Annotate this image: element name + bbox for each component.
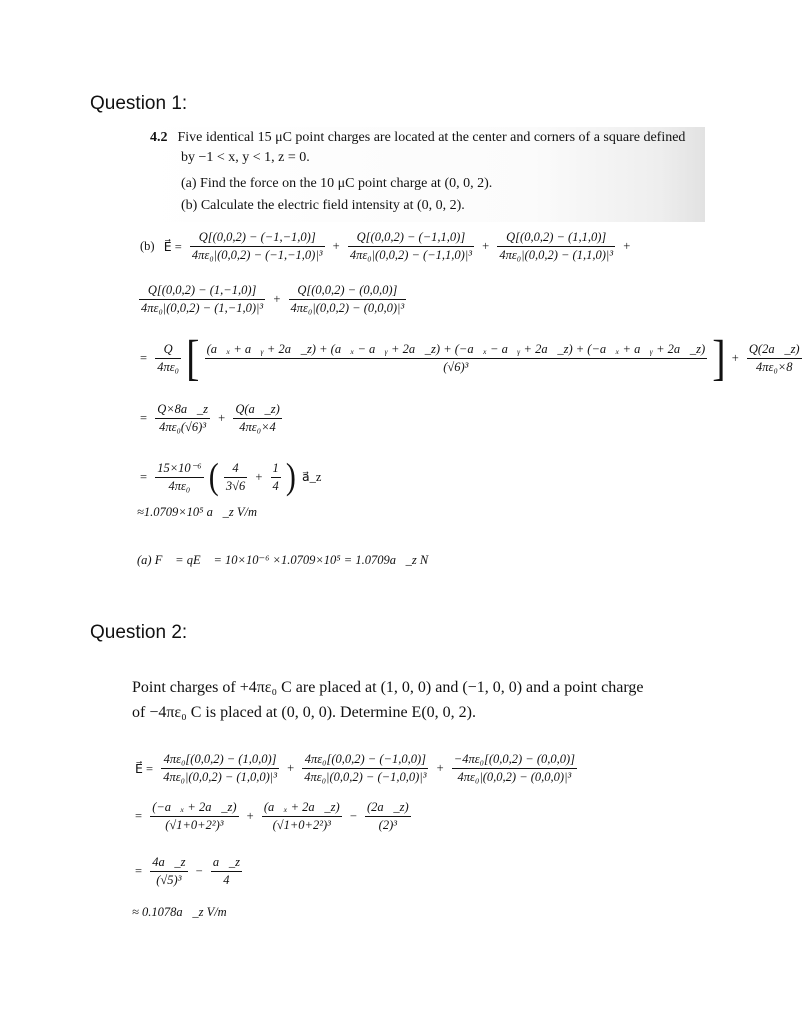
term-2-denominator: 4πε₀|(0,0,2) − (−1,1,0)|³ (349, 248, 473, 262)
q2-field-result: ≈ 0.1078a⃗_z V/m (132, 905, 227, 919)
simplified-term-2-den: 4πε₀×4 (239, 420, 276, 434)
q2-term-1-num: 4πε₀[(0,0,2) − (1,0,0)] (161, 752, 279, 769)
problem-statement-2: by −1 < x, y < 1, z = 0. (181, 150, 310, 165)
part-b-label: (b) (140, 239, 155, 253)
charge-factor (155, 342, 181, 375)
q2-step-term-1-den: (√1+0+2²)³ (165, 818, 224, 832)
term-5 (289, 283, 407, 316)
term-4-numerator: Q[(0,0,2) − (1,−1,0)] (139, 283, 265, 300)
inner-fraction-2-den: 4 (272, 478, 279, 493)
term-3-denominator: 4πε₀|(0,0,2) − (1,1,0)|³ (499, 248, 614, 262)
term-3 (497, 230, 615, 263)
question-1-heading: Question 1: (90, 93, 188, 114)
term-4 (139, 283, 265, 316)
q2-simplified-term-1-num: 4a⃗_z (150, 855, 187, 872)
center-term-num: Q(2a⃗_z) (747, 342, 802, 359)
unit-vector: a⃗_z (302, 470, 322, 484)
q2-step-term-3 (365, 800, 411, 833)
term-1-numerator: Q[(0,0,2) − (−1,−1,0)] (190, 230, 325, 247)
problem-line-1 (150, 130, 685, 146)
q2-field-symbol: E⃗ = (135, 761, 154, 776)
constant-factor-num: 15×10⁻⁶ (155, 460, 203, 478)
q2-step-term-2-den: (√1+0+2²)³ (272, 818, 331, 832)
q2-term-2-den: 4πε₀|(0,0,2) − (−1,0,0)|³ (304, 770, 427, 784)
q2-solution-line-1: E⃗ = $\frac{\text{4πε₀[(0,0,2) − (1,0,0)]}}{\text{4πε₀|(0,0,2) − (1,0,0)|³}}$ + $\frac{\text{4πε₀[(0,0,2) − (−1,0,0)]}}{\text{4πε₀|(0,0,2) − (−1,0,0)|³}}$ + $\frac{\text{−4πε₀[(0,0,2) − (0,0,0)]}}{\text{4πε₀|(0,0,2) − (0,0,0)|³}}$ (135, 752, 576, 784)
q2-simplified-term-2-num: a⃗_z (211, 855, 242, 872)
field-symbol: E⃗ = (163, 239, 182, 254)
corner-sum (205, 342, 708, 375)
q2-step-term-3-num: (2a⃗_z) (365, 800, 411, 817)
q2-simplified-term-1 (150, 855, 187, 888)
q1-solution-line-4: = $\frac{Q\times 8a⃗\_z}{\text{4πε₀(√6)³}}$ + $\frac{Q(a⃗\_z)}{\text{4πε₀×4}}$ (140, 402, 280, 434)
simplified-term-1-den: 4πε₀(√6)³ (159, 420, 207, 434)
q2-step-term-1 (150, 800, 238, 833)
q2-term-2 (302, 752, 428, 785)
q2-simplified-term-2-den: 4 (223, 873, 230, 887)
q2-simplified-term-1-den: (√5)³ (156, 873, 182, 887)
inner-fraction-1 (224, 461, 247, 494)
q1-solution-line-5: = $\frac{\text{15×10⁻⁶}}{\text{4πε₀}}$ ( $\frac{4}{3√6}$ + $\frac{1}{4}$ ) a⃗_z (140, 455, 322, 497)
problem-part-a: (a) Find the force on the 10 μC point charge at (0, 0, 2). (181, 176, 493, 191)
question-2-heading: Question 2: (90, 622, 188, 643)
q1-solution-line-2: $\frac{Q[(0,0,2) - (1,-1,0)]}{\text{4πε₀|(0,0,2) − (1,−1,0)|³}}$ + $\frac{Q[(0,0,2) - (0,0,0)]}{\text{4πε₀|(0,0,2) − (0,0,0)|³}}$ (141, 283, 405, 315)
term-2 (348, 230, 474, 263)
q2-term-3-num: −4πε₀[(0,0,2) − (0,0,0)] (452, 752, 577, 769)
q2-simplified-term-2 (211, 855, 242, 888)
problem-part-b: (b) Calculate the electric field intensity at (0, 0, 2). (181, 198, 465, 213)
q2-step-term-3-den: (2)³ (378, 818, 397, 832)
term-5-denominator: 4πε₀|(0,0,2) − (0,0,0)|³ (290, 301, 405, 315)
inner-fraction-2-num: 1 (271, 461, 281, 478)
problem-number: 4.2 (150, 130, 168, 145)
q1-field-result: ≈1.0709×10⁵ a⃗_z V/m (137, 505, 257, 519)
q2-term-3 (452, 752, 577, 785)
q2-step-term-1-num: (−a⃗ₓ + 2a⃗_z) (150, 800, 238, 817)
q2-term-1 (161, 752, 279, 785)
q1-solution-line-1: (b) E⃗ = $\frac{Q[(0,0,2) - (-1,-1,0)]}{\text{4πε₀|(0,0,2) − (−1,−1,0)|³}}$ + $\frac{Q[(0,0,2) - (-1,1,0)]}{\text{4πε₀|(0,0,2) − (−1,1,0)|³}}$ + $\frac{Q[(0,0,2) - (1,1,0)]}{\text{4πε₀|(0,0,2) − (1,1,0)|³}}$ + (140, 230, 631, 262)
inner-fraction-1-den: 3√6 (225, 478, 246, 493)
q2-step-term-2-num: (a⃗ₓ + 2a⃗_z) (262, 800, 342, 817)
q1-force-result: (a) F⃗ = qE⃗ = 10×10⁻⁶ ×1.0709×10⁵ = 1.0709a⃗_z N (137, 553, 429, 567)
q1-solution-line-3: = $\frac{Q}{\text{4πε₀}}$ [ (a⃗ₓ + a⃗ᵧ + 2a⃗_z) + (a⃗ₓ − a⃗ᵧ + 2a⃗_z) + (−a⃗ₓ − a⃗ᵧ + 2a⃗_z) + (−a⃗ₓ + a⃗ᵧ + 2a⃗_z) (√6)³ ] + $\frac{Q(2a⃗\_z)}{\text{4πε₀×8}}$ (140, 329, 800, 386)
corner-sum-den: (√6)³ (443, 359, 469, 374)
q2-problem-line-2: of −4πε₀ C is placed at (0, 0, 0). Determine E(0, 0, 2). (132, 704, 476, 721)
simplified-term-2-num: Q(a⃗_z) (233, 402, 281, 419)
q2-solution-line-2: = $\frac{\text{(−a⃗ₓ + 2a⃗\_z)}}{\text{(√1+0+2²)³}}$ + $\frac{\text{(a⃗ₓ + 2a⃗\_z)}}{\text{(√1+0+2²)³}}$ − $\frac{(2a⃗\_z)}{\text{(2)³}}$ (135, 800, 409, 832)
term-2-numerator: Q[(0,0,2) − (−1,1,0)] (348, 230, 474, 247)
center-term-den: 4πε₀×8 (756, 359, 793, 374)
corner-sum-num: (a⃗ₓ + a⃗ᵧ + 2a⃗_z) + (a⃗ₓ − a⃗ᵧ + 2a⃗_z) + (−a⃗ₓ − a⃗ᵧ + 2a⃗_z) + (−a⃗ₓ + a⃗ᵧ + 2a⃗_z) (205, 342, 708, 359)
term-4-denominator: 4πε₀|(0,0,2) − (1,−1,0)|³ (141, 301, 264, 315)
simplified-term-2 (233, 402, 281, 435)
q2-step-term-2 (262, 800, 342, 833)
constant-factor (155, 460, 203, 494)
inner-fraction-2 (271, 461, 281, 494)
q2-term-3-den: 4πε₀|(0,0,2) − (0,0,0)|³ (457, 770, 572, 784)
term-3-numerator: Q[(0,0,2) − (1,1,0)] (497, 230, 615, 247)
constant-factor-den: 4πε₀ (168, 479, 191, 493)
charge-factor-den: 4πε₀ (157, 359, 179, 374)
center-term (747, 342, 802, 375)
term-1 (190, 230, 325, 263)
problem-statement-1: Five identical 15 μC point charges are located at the center and corners of a square defined (177, 130, 686, 145)
q2-solution-line-3: = $\frac{4a⃗\_z}{\text{(√5)³}}$ − $\frac{a⃗\_z}{4}$ (135, 855, 240, 887)
q2-term-2-num: 4πε₀[(0,0,2) − (−1,0,0)] (302, 752, 428, 769)
term-5-numerator: Q[(0,0,2) − (0,0,0)] (289, 283, 407, 300)
charge-factor-num: Q (155, 342, 181, 359)
inner-fraction-1-num: 4 (224, 461, 247, 478)
q2-problem-line-1: Point charges of +4πε₀ C are placed at (1, 0, 0) and (−1, 0, 0) and a point charge (132, 679, 644, 696)
simplified-term-1 (155, 402, 210, 435)
term-1-denominator: 4πε₀|(0,0,2) − (−1,−1,0)|³ (191, 248, 323, 262)
simplified-term-1-num: Q×8a⃗_z (155, 402, 210, 419)
q2-term-1-den: 4πε₀|(0,0,2) − (1,0,0)|³ (163, 770, 277, 784)
